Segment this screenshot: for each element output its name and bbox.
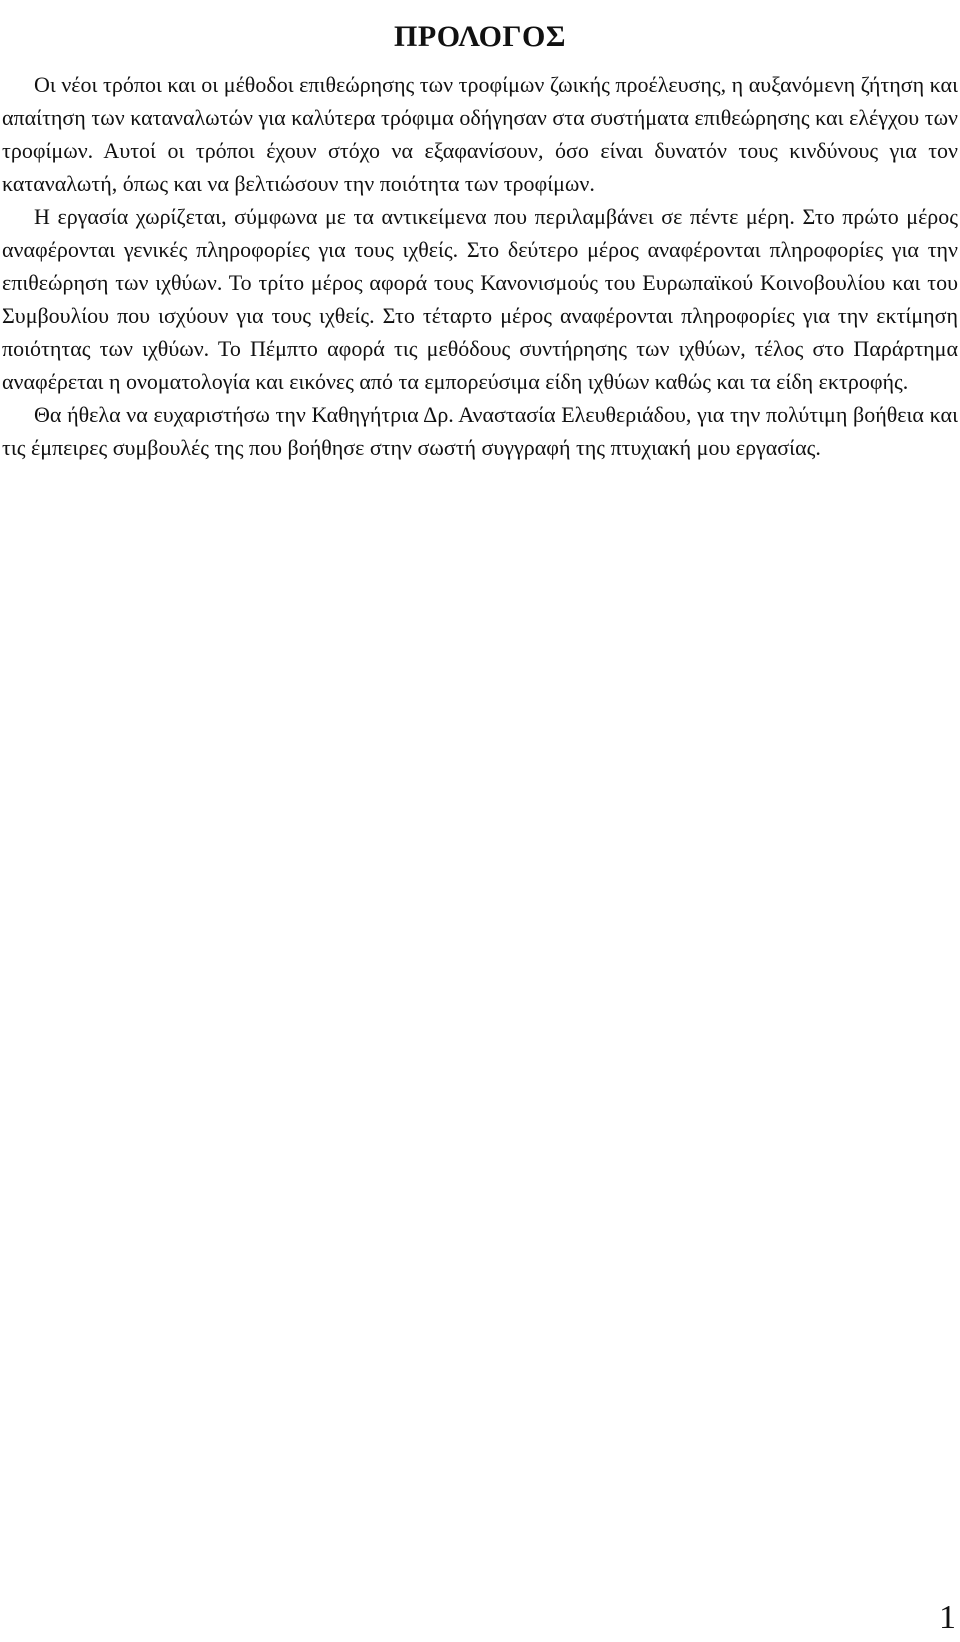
page-number: 1 <box>939 1599 956 1636</box>
paragraph-intro: Οι νέοι τρόποι και οι μέθοδοι επιθεώρησης των τροφίμων ζωικής προέλευσης, η αυξανόμενη ζήτηση και απαίτηση των καταναλωτών για καλύτερα τρόφιμα οδήγησαν στα συστήματα επιθεώρησης και ελέγχου των τροφίμων. Αυτοί οι τρόποι έχουν στόχο να εξαφανίσουν, όσο είναι δυνατόν τους κινδύνους για τον καταναλωτή, όπως και να βελτιώσουν την ποιότητα των τροφίμων. <box>2 72 958 196</box>
page-title: ΠΡΟΛΟΓΟΣ <box>394 20 566 54</box>
paragraph-structure: Η εργασία χωρίζεται, σύμφωνα με τα αντικείμενα που περιλαμβάνει σε πέντε μέρη. Στο πρώτο μέρος αναφέρονται γενικές πληροφορίες για τους ιχθείς. Στο δεύτερο μέρος αναφέρονται πληροφορίες για την επιθεώρηση των ιχθύων. Το τρίτο μέρος αφορά τους Κανονισμούς του Ευρωπαϊκού Κοινοβουλίου και του Συμβουλίου που ισχύουν για τους ιχθείς. Στο τέταρτο μέρος αναφέρονται πληροφορίες για την εκτίμηση ποιότητας των ιχθύων. Το Πέμπτο αφορά τις μεθόδους συντήρησης των ιχθύων, τέλος στο Παράρτημα αναφέρεται η ονοματολογία και εικόνες από τα εμπορεύσιμα είδη ιχθύων καθώς και τα είδη εκτροφής. <box>2 204 958 394</box>
paragraph-acknowledgements: Θα ήθελα να ευχαριστήσω την Καθηγήτρια Δρ. Αναστασία Ελευθεριάδου, για την πολύτιμη βοήθεια και τις έμπειρες συμβουλές της που βοήθησε στην σωστή συγγραφή της πτυχιακή μου εργασίας. <box>2 402 958 460</box>
preface-body <box>2 68 958 464</box>
